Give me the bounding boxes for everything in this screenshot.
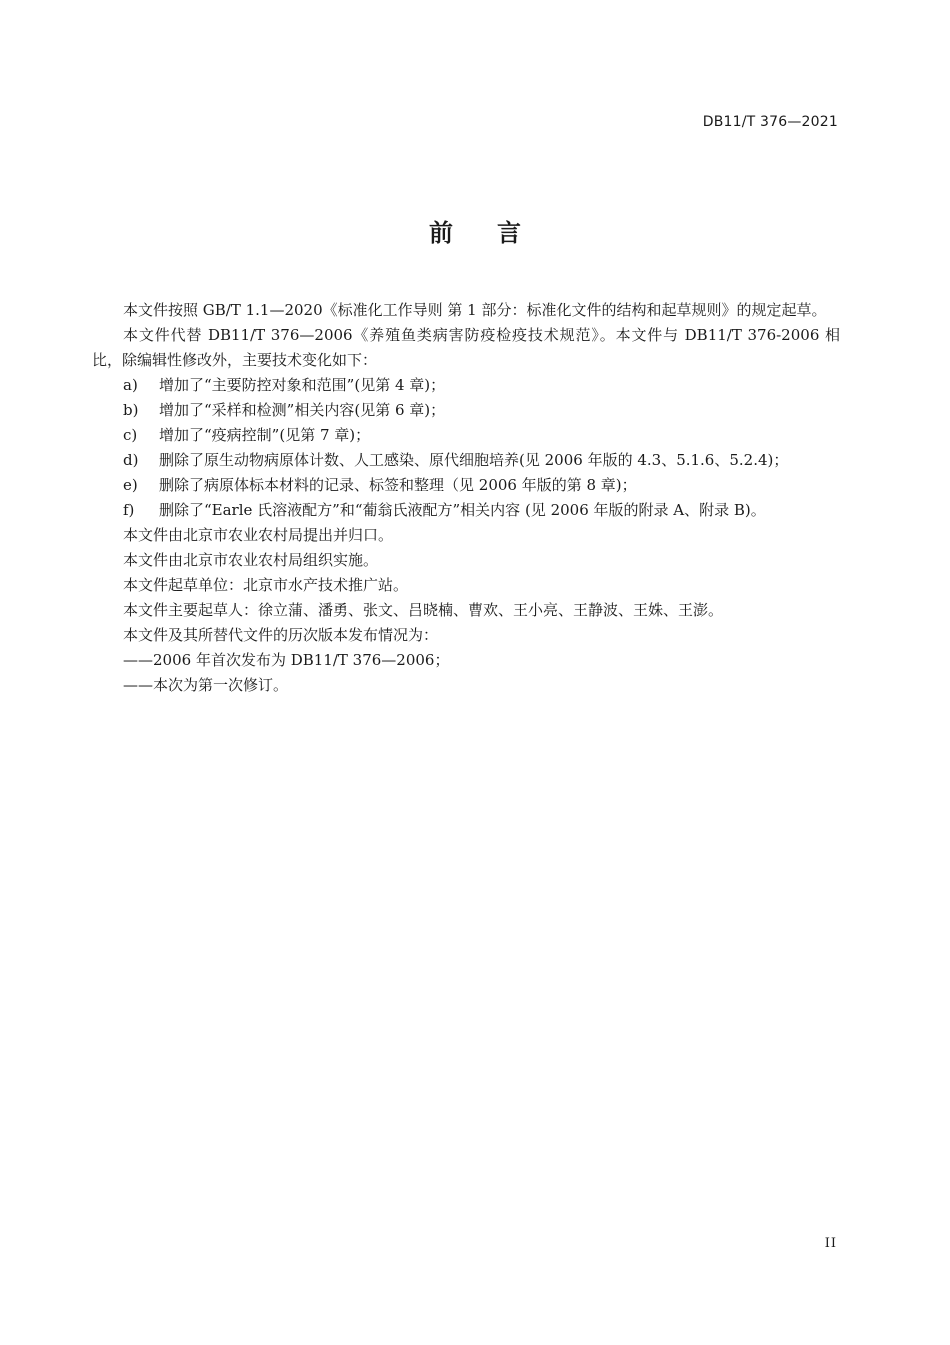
history-item-revision: ——本次为第一次修订。 <box>123 676 289 694</box>
list-marker: b) <box>123 401 139 419</box>
paragraph-implementer: 本文件由北京市农业农村局组织实施。 <box>123 551 379 569</box>
list-item-text: 增加了“主要防控对象和范围”(见第 4 章)； <box>159 376 446 394</box>
list-item <box>92 423 840 448</box>
page-title: 前言 <box>429 219 565 247</box>
paragraph-history-intro: 本文件及其所替代文件的历次版本发布情况为： <box>123 626 439 644</box>
list-item-text: 删除了病原体标本材料的记录、标签和整理（见 2006 年版的第 8 章)； <box>159 476 637 494</box>
list-marker: f) <box>123 501 135 519</box>
list-item-text: 增加了“疫病控制”(见第 7 章)； <box>159 426 371 444</box>
list-item-text: 删除了“Earle 氏溶液配方”和“葡翁氏液配方”相关内容 (见 2006 年版的附录 A、附录 B)。 <box>159 501 766 519</box>
list-item <box>92 498 840 523</box>
list-marker: c) <box>123 426 138 444</box>
document-code: DB11/T 376—2021 <box>702 114 838 130</box>
list-marker: e) <box>123 476 138 494</box>
list-item-text: 删除了原生动物病原体计数、人工感染、原代细胞培养(见 2006 年版的 4.3、5.1.6、5.2.4)； <box>159 451 789 469</box>
list-item <box>92 473 840 498</box>
history-item-first-release: ——2006 年首次发布为 DB11/T 376—2006； <box>123 651 450 669</box>
paragraph-drafters: 本文件主要起草人：徐立蒲、潘勇、张文、吕晓楠、曹欢、王小亮、王静波、王姝、王澎。 <box>123 601 724 619</box>
list-marker: d) <box>123 451 139 469</box>
paragraph-replacement: 本文件代替 DB11/T 376—2006《养殖鱼类病害防疫检疫技术规范》。本文件与 DB11/T 376-2006 相比，除编辑性修改外，主要技术变化如下： <box>92 326 840 369</box>
list-item <box>92 398 840 423</box>
list-item-text: 增加了“采样和检测”相关内容(见第 6 章)； <box>159 401 446 419</box>
list-marker: a) <box>123 376 138 394</box>
paragraph-drafting-unit: 本文件起草单位：北京市水产技术推广站。 <box>123 576 409 594</box>
paragraph-drafting-basis: 本文件按照 GB/T 1.1—2020《标准化工作导则 第 1 部分：标准化文件的结构和起草规则》的规定起草。 <box>123 301 827 319</box>
foreword-content <box>92 298 840 698</box>
page-number: II <box>824 1236 837 1251</box>
list-item <box>92 373 840 398</box>
paragraph-proposer: 本文件由北京市农业农村局提出并归口。 <box>123 526 394 544</box>
list-item <box>92 448 840 473</box>
changes-list <box>92 373 840 523</box>
